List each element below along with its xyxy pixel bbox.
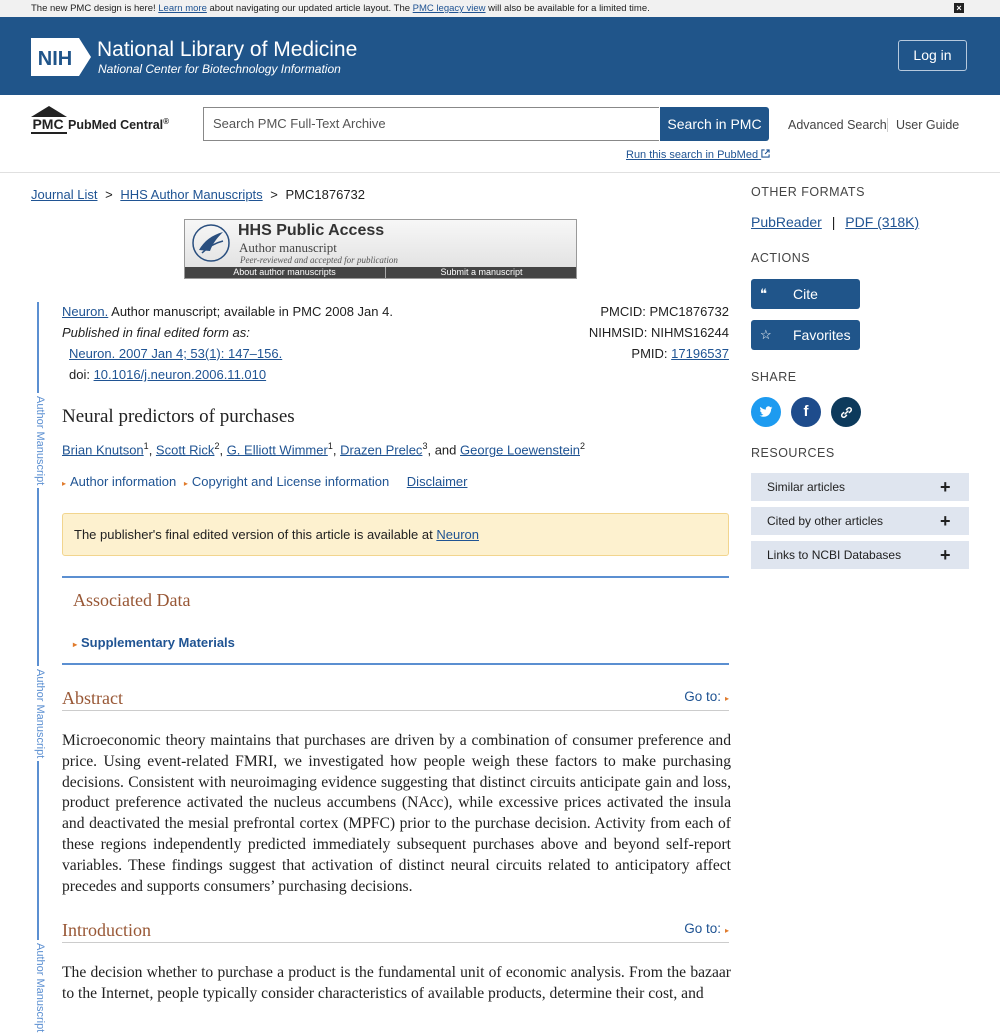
header-divider	[0, 172, 1000, 173]
supplementary-materials-toggle[interactable]	[73, 635, 235, 650]
format-links	[751, 214, 919, 230]
about-author-manuscripts-link[interactable]: About author manuscripts	[233, 267, 336, 277]
favorites-label: Favorites	[793, 327, 851, 343]
breadcrumb-sep: >	[105, 187, 113, 202]
nih-title: National Library of Medicine	[97, 38, 358, 61]
introduction-text: The decision whether to purchase a product is the fundamental unit of economic analysis. From the bazaar to the Internet, people typically consider characteristics of available products, determine their cost, and	[62, 964, 731, 1002]
section-divider	[62, 663, 729, 665]
author-list: Brian Knutson$^1$, Scott Rick$^2$, G. Elliott Wimmer$^1$, Drazen Prelec$^3$, and George Loewenstein$^2$	[62, 441, 585, 458]
search-input[interactable]: Search PMC Full-Text Archive	[203, 107, 659, 141]
doi-label: doi:	[69, 367, 94, 382]
pmid	[631, 346, 729, 361]
announcement-text	[31, 3, 650, 14]
pmc-name-text: PubMed Central	[68, 118, 164, 133]
announcement-prefix: The new PMC design is here!	[31, 3, 159, 14]
search-button[interactable]: Search in PMC	[660, 107, 769, 141]
author-affiliation: 2	[579, 441, 585, 451]
twitter-share-button[interactable]	[751, 397, 781, 427]
learn-more-link[interactable]: Learn more	[158, 3, 207, 14]
submit-manuscript-link[interactable]: Submit a manuscript	[385, 267, 577, 278]
author-affiliation: 1	[327, 441, 333, 451]
pubreader-link[interactable]: PubReader	[751, 214, 822, 230]
notice-text: The publisher's final edited version of this article is available at	[74, 527, 437, 542]
external-link-icon	[761, 149, 770, 158]
cite-button[interactable]	[751, 279, 860, 309]
author-manuscript-label: Author Manuscript	[34, 393, 46, 488]
share-heading: SHARE	[751, 370, 797, 384]
triangle-right-icon: ▸	[724, 926, 729, 935]
plus-icon: +	[940, 511, 951, 531]
associated-data-heading: Associated Data	[73, 590, 191, 610]
nihmsid: NIHMSID: NIHMS16244	[588, 325, 729, 340]
citation-line	[62, 304, 393, 319]
triangle-right-icon: ▸	[724, 694, 729, 703]
author-link[interactable]: Scott Rick	[155, 442, 215, 458]
and-text: and	[431, 442, 460, 458]
author-manuscript-label: Author Manuscript	[34, 940, 46, 1035]
publisher-version-notice	[62, 513, 729, 556]
resource-label: Links to NCBI Databases	[767, 548, 902, 562]
nih-logo-text: NIH	[37, 48, 73, 70]
plus-icon: +	[940, 477, 951, 497]
triangle-right-icon: ▸	[62, 479, 67, 488]
author-link[interactable]: Drazen Prelec	[340, 442, 423, 458]
resource-label: Similar articles	[767, 480, 846, 494]
announcement-banner	[0, 0, 1000, 17]
section-divider	[62, 576, 729, 578]
advanced-search-link[interactable]: Advanced Search	[788, 118, 887, 132]
pmc-logo-text: PMC	[32, 116, 64, 132]
pmc-base-icon	[31, 132, 67, 135]
goto-menu[interactable]	[684, 921, 729, 936]
author-affiliation: 1	[143, 441, 149, 451]
legacy-view-link[interactable]: PMC legacy view	[412, 3, 486, 14]
pmid-label: PMID:	[631, 346, 672, 361]
disclaimer-link[interactable]: Disclaimer	[406, 474, 468, 489]
author-link[interactable]: Brian Knutson	[62, 442, 144, 458]
star-icon: ☆	[760, 327, 772, 342]
registered-mark: ®	[163, 117, 170, 126]
nih-logo[interactable]	[31, 38, 91, 76]
login-button[interactable]: Log in	[898, 40, 967, 71]
facebook-icon: f	[803, 403, 809, 420]
goto-label: Go to:	[684, 921, 721, 936]
pmc-name	[68, 117, 169, 132]
author-manuscript-label: Author Manuscript	[34, 666, 46, 761]
breadcrumb-hhs-manuscripts[interactable]: HHS Author Manuscripts	[120, 187, 263, 202]
ncbi-links-toggle[interactable]	[751, 541, 969, 569]
breadcrumb-journal-list[interactable]: Journal List	[31, 187, 98, 202]
published-final-label: Published in final edited form as:	[62, 325, 250, 340]
introduction-heading: Introduction	[62, 920, 151, 940]
other-formats-heading: OTHER FORMATS	[751, 185, 865, 199]
journal-link[interactable]: Neuron.	[62, 304, 109, 319]
doi-link[interactable]: 10.1016/j.neuron.2006.11.010	[93, 367, 267, 382]
goto-menu[interactable]	[684, 689, 729, 704]
run-pubmed-search-link[interactable]	[626, 149, 770, 161]
facebook-share-button[interactable]	[791, 397, 821, 427]
copyright-toggle[interactable]: Copyright and License information	[191, 474, 390, 489]
resources-heading: RESOURCES	[751, 446, 835, 460]
abstract-text: Microeconomic theory maintains that purchases are driven by a combination of consumer preference and price. Using event-related FMRI, we investigated how people weigh these factors to make purchasing decisions. Consistent with neuroimaging evidence suggesting that distinct circuits anticipate gain and loss, product preference activated the nucleus accumbens (NAcc), while excessive prices activated the insula and deactivated the mesial prefrontal cortex (MPFC) prior to the purchase decision. Activity from each of these regions independently predicted immediately subsequent purchases above and beyond self-report variables. These findings suggest that activation of distinct neural circuits related to anticipatory affect precedes and supports consumers’ purchasing decisions.	[62, 732, 731, 895]
permalink-share-button[interactable]	[831, 397, 861, 427]
author-information-toggle[interactable]: Author information	[70, 474, 177, 489]
announcement-suffix: will also be available for a limited time.	[485, 3, 650, 14]
nih-subtitle: National Center for Biotechnology Information	[98, 62, 341, 76]
author-affiliation: 2	[214, 441, 220, 451]
resource-label: Cited by other articles	[767, 514, 884, 528]
hhs-subtitle: Author manuscript	[239, 240, 337, 255]
close-icon[interactable]: ×	[954, 3, 964, 13]
availability-text: Author manuscript; available in PMC 2008 Jan 4.	[108, 304, 393, 319]
announcement-middle: about navigating our updated article layout. The	[206, 3, 413, 14]
twitter-icon	[759, 406, 773, 418]
link-icon	[839, 405, 854, 420]
run-pubmed-text: Run this search in PubMed	[626, 149, 759, 161]
hhs-public-access-banner	[184, 219, 577, 279]
cited-by-toggle[interactable]	[751, 507, 969, 535]
section-rule	[62, 942, 729, 943]
author-link[interactable]: G. Elliott Wimmer	[226, 442, 328, 458]
nih-header	[0, 17, 1000, 95]
hhs-title: HHS Public Access	[238, 222, 385, 239]
breadcrumb	[31, 187, 365, 202]
article-title: Neural predictors of purchases	[62, 406, 295, 427]
pmid-link[interactable]: 17196537	[671, 346, 729, 361]
format-separator: |	[831, 214, 836, 230]
quote-icon: ❝	[760, 286, 767, 301]
goto-label: Go to:	[684, 689, 721, 704]
pdf-link[interactable]: PDF (318K)	[845, 214, 920, 230]
triangle-right-icon: ▸	[183, 479, 188, 488]
author-link[interactable]: George Loewenstein	[460, 442, 580, 458]
section-rule	[62, 710, 729, 711]
final-citation-link[interactable]	[69, 346, 282, 361]
actions-heading: ACTIONS	[751, 251, 811, 265]
breadcrumb-sep: >	[270, 187, 278, 202]
divider	[887, 118, 888, 132]
user-guide-link[interactable]: User Guide	[896, 118, 960, 132]
author-affiliation: 3	[422, 441, 428, 451]
abstract-heading: Abstract	[62, 688, 123, 708]
pmcid: PMCID: PMC1876732	[600, 304, 729, 319]
hhs-eagle-icon	[190, 223, 232, 263]
triangle-right-icon: ▸	[73, 640, 78, 649]
cite-label: Cite	[793, 286, 818, 302]
doi-line	[69, 367, 266, 382]
hhs-tagline: Peer-reviewed and accepted for publication	[240, 255, 398, 265]
similar-articles-toggle[interactable]	[751, 473, 969, 501]
breadcrumb-current: PMC1876732	[285, 187, 366, 202]
favorites-button[interactable]	[751, 320, 860, 350]
supplementary-label: Supplementary Materials	[81, 635, 235, 650]
plus-icon: +	[940, 545, 951, 565]
article-info-links	[62, 474, 467, 489]
final-citation-text[interactable]: Neuron. 2007 Jan 4; 53(1): 147–156.	[69, 346, 283, 361]
neuron-link[interactable]: Neuron	[436, 527, 479, 542]
